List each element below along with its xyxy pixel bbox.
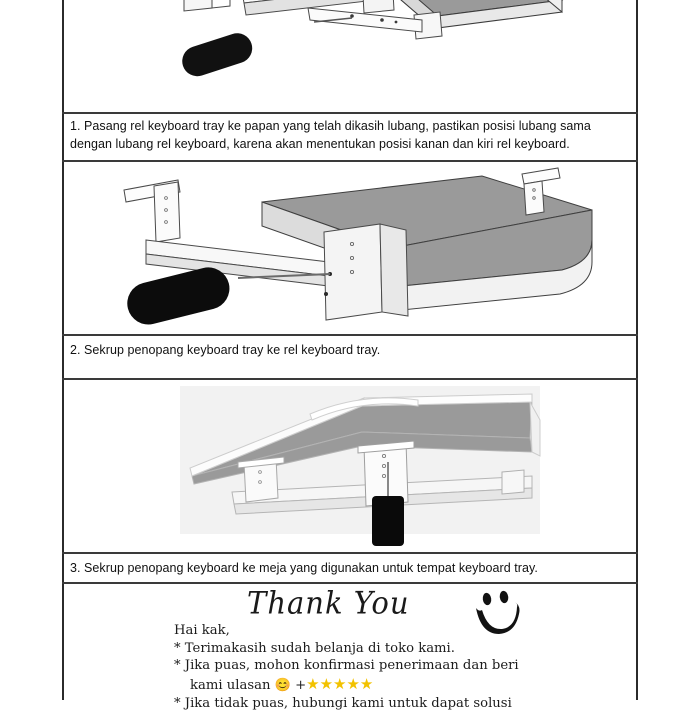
step-2-illustration <box>62 162 638 334</box>
note-rating-line <box>174 675 519 695</box>
thank-you-title: Thank You <box>247 585 410 621</box>
note-line-2: * Jika puas, mohon konfirmasi penerimaan dan beri <box>174 658 519 674</box>
note-line-1: * Terimakasih sudah belanja di toko kami. <box>174 640 455 656</box>
note-line-4: * Jika tidak puas, hubungi kami untuk dapat solusi <box>174 695 512 711</box>
step-3-caption: 3. Sekrup penopang keyboard ke meja yang digunakan untuk tempat keyboard tray. <box>70 561 538 575</box>
rule-above-step-1-caption <box>62 112 638 114</box>
step-2-caption: 2. Sekrup penopang keyboard tray ke rel keyboard tray. <box>70 343 381 357</box>
smiling-emoji-icon: 😊 <box>274 677 291 693</box>
bracket-on-rail-drawing <box>62 162 638 334</box>
note-greeting: Hai kak, <box>174 623 230 638</box>
rating-stars: ★★★★★ <box>306 674 374 693</box>
step-1-caption: 1. Pasang rel keyboard tray ke papan yang telah dikasih lubang, pastikan posisi lubang sama dengan lubang rel keyboard, karena akan menentukan posisi kanan dan kiri rel keyboard. <box>70 119 591 151</box>
thank-you-note <box>174 622 519 712</box>
step-3-illustration <box>62 380 638 552</box>
rating-plus-sign: + <box>295 677 307 693</box>
note-rating-label: kami ulasan <box>190 677 271 693</box>
tray-under-desk-drawing <box>62 380 638 552</box>
thank-you-section <box>62 584 638 711</box>
